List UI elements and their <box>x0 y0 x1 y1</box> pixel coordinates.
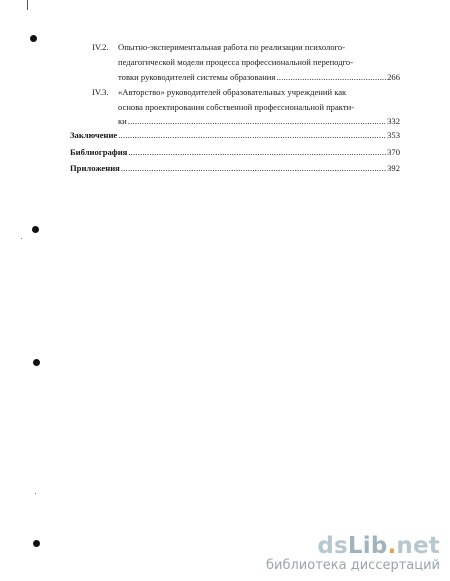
logo-dot: . <box>387 533 397 559</box>
toc-section-title: Библиография <box>70 147 128 157</box>
binder-hole-mark <box>33 540 40 547</box>
dot-leader <box>118 130 386 141</box>
toc-page-number: 392 <box>387 163 400 173</box>
dslib-logo <box>266 534 440 558</box>
toc-page-number: 332 <box>387 116 400 126</box>
toc-section-title: Приложения <box>70 163 120 173</box>
dot-leader <box>276 72 386 83</box>
toc-section-bibliografiya <box>70 147 400 158</box>
logo-net: net <box>396 533 440 559</box>
toc-section-title: Заключение <box>70 130 118 140</box>
toc-entry-line: Опытно-экспериментальная работа по реализации психолого- <box>118 42 346 52</box>
toc-entry-line: основа проектирования собственной профессиональной практи- <box>118 102 355 112</box>
dslib-subtitle: библиотека диссертаций <box>266 558 440 573</box>
binder-hole-mark <box>32 226 39 233</box>
toc-entry-line: педагогической модели процесса профессиональной переподго- <box>118 57 354 67</box>
toc-entry-number: IV.2. <box>92 42 109 52</box>
toc-entry-leader-line <box>118 116 400 127</box>
binder-hole-mark <box>30 35 37 42</box>
toc-entry-line: «Авторство» руководителей образовательных учреждений как <box>118 87 347 97</box>
dot-leader <box>128 116 386 127</box>
scan-edge-mark <box>27 0 28 10</box>
toc-entry-line: товки руководителей системы образования <box>118 72 276 82</box>
toc-entry-line: ки <box>118 116 127 126</box>
dot-leader <box>121 163 386 174</box>
dot-leader <box>128 147 386 158</box>
binder-hole-mark <box>33 359 40 366</box>
logo-ds: ds <box>317 533 348 559</box>
scan-speck <box>21 238 22 239</box>
dslib-watermark[interactable] <box>266 534 440 573</box>
toc-section-prilozheniya <box>70 163 400 174</box>
toc-page-number: 370 <box>387 147 400 157</box>
toc-entry-number: IV.3. <box>92 87 109 97</box>
logo-lib: Lib <box>347 533 388 559</box>
scan-speck <box>35 493 36 494</box>
toc-entry-leader-line <box>118 72 400 83</box>
toc-section-zaklyuchenie <box>70 130 400 141</box>
toc-page-number: 353 <box>387 130 400 140</box>
toc-page-number: 266 <box>387 72 400 82</box>
